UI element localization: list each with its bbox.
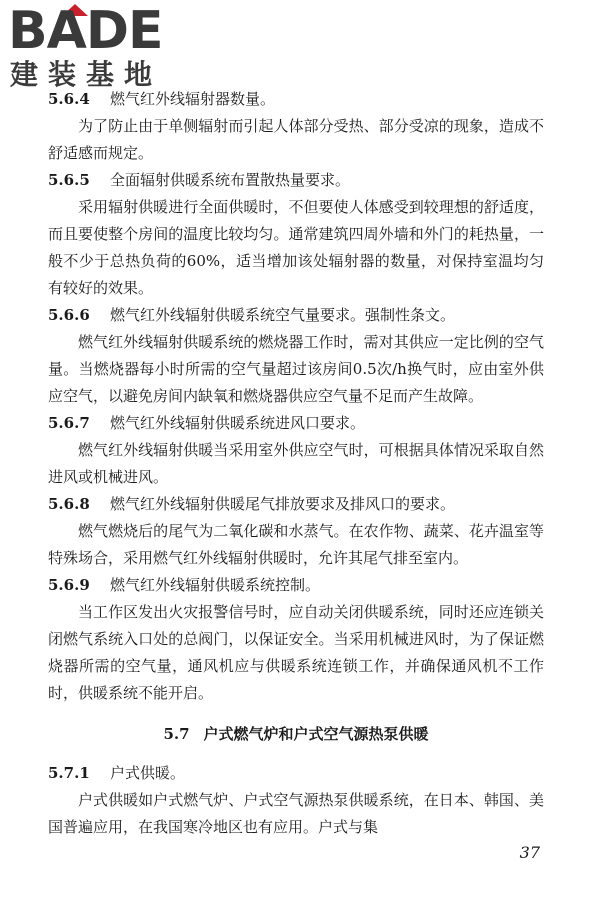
clause-title: 户式供暖。 [110,764,186,782]
paragraph: 燃气燃烧后的尾气为二氧化碳和水蒸气。在农作物、蔬菜、花卉温室等特殊场合，采用燃气红外线辐射供暖时，允许其尾气排至室内。 [48,522,544,567]
page-number: 37 [519,843,540,862]
clause-heading [48,410,544,437]
section-title [48,721,544,748]
clause-title: 燃气红外线辐射供暖系统进风口要求。 [110,414,366,432]
clause-heading [48,86,544,113]
document-body [48,86,544,841]
clause-number: 5.6.8 [48,495,90,513]
section-number: 5.7 [163,725,190,743]
clause-title: 燃气红外线辐射器数量。 [110,90,276,108]
paragraph: 户式供暖如户式燃气炉、户式空气源热泵供暖系统，在日本、韩国、美国普遍应用，在我国寒冷地区也有应用。户式与集 [48,791,544,836]
clause-number: 5.6.5 [48,171,90,189]
clause-number: 5.7.1 [48,764,90,782]
clause-number: 5.6.7 [48,414,90,432]
clause-number: 5.6.6 [48,306,90,324]
logo [6,2,176,94]
paragraph: 采用辐射供暖进行全面供暖时，不但要使人体感受到较理想的舒适度，而且要使整个房间的温度比较均匀。通常建筑四周外墙和外门的耗热量，一般不少于总热负荷的60%，适当增加该处辐射器的数量，对保持室温均匀有较好的效果。 [48,198,544,297]
clause-heading [48,302,544,329]
paragraph: 燃气红外线辐射供暖系统的燃烧器工作时，需对其供应一定比例的空气量。当燃烧器每小时所需的空气量超过该房间0.5次/h换气时，应由室外供应空气，以避免房间内缺氧和燃烧器供应空气量不足而产生故障。 [48,333,544,405]
clause-heading [48,491,544,518]
clause-number: 5.6.4 [48,90,90,108]
clause-heading [48,760,544,787]
clause-title: 燃气红外线辐射供暖系统控制。 [110,576,321,594]
logo-main-text: BADE [8,1,163,61]
logo-sub-text: 建装基地 [10,58,163,91]
clause-title: 燃气红外线辐射供暖尾气排放要求及排风口的要求。 [110,495,456,513]
paragraph: 当工作区发出火灾报警信号时，应自动关闭供暖系统，同时还应连锁关闭燃气系统入口处的总阀门，以保证安全。当采用机械进风时，为了保证燃烧器所需的空气量，通风机应与供暖系统连锁工作，并确保通风机不工作时，供暖系统不能开启。 [48,603,544,702]
clause-heading [48,572,544,599]
paragraph: 为了防止由于单侧辐射而引起人体部分受热、部分受凉的现象，造成不舒适感而规定。 [48,117,544,162]
clause-title: 燃气红外线辐射供暖系统空气量要求。强制性条文。 [110,306,456,324]
clause-number: 5.6.9 [48,576,90,594]
clause-title: 全面辐射供暖系统布置散热量要求。 [110,171,351,189]
paragraph: 燃气红外线辐射供暖当采用室外供应空气时，可根据具体情况采取自然进风或机械进风。 [48,441,544,486]
section-title-text: 户式燃气炉和户式空气源热泵供暖 [203,725,429,743]
clause-heading [48,167,544,194]
